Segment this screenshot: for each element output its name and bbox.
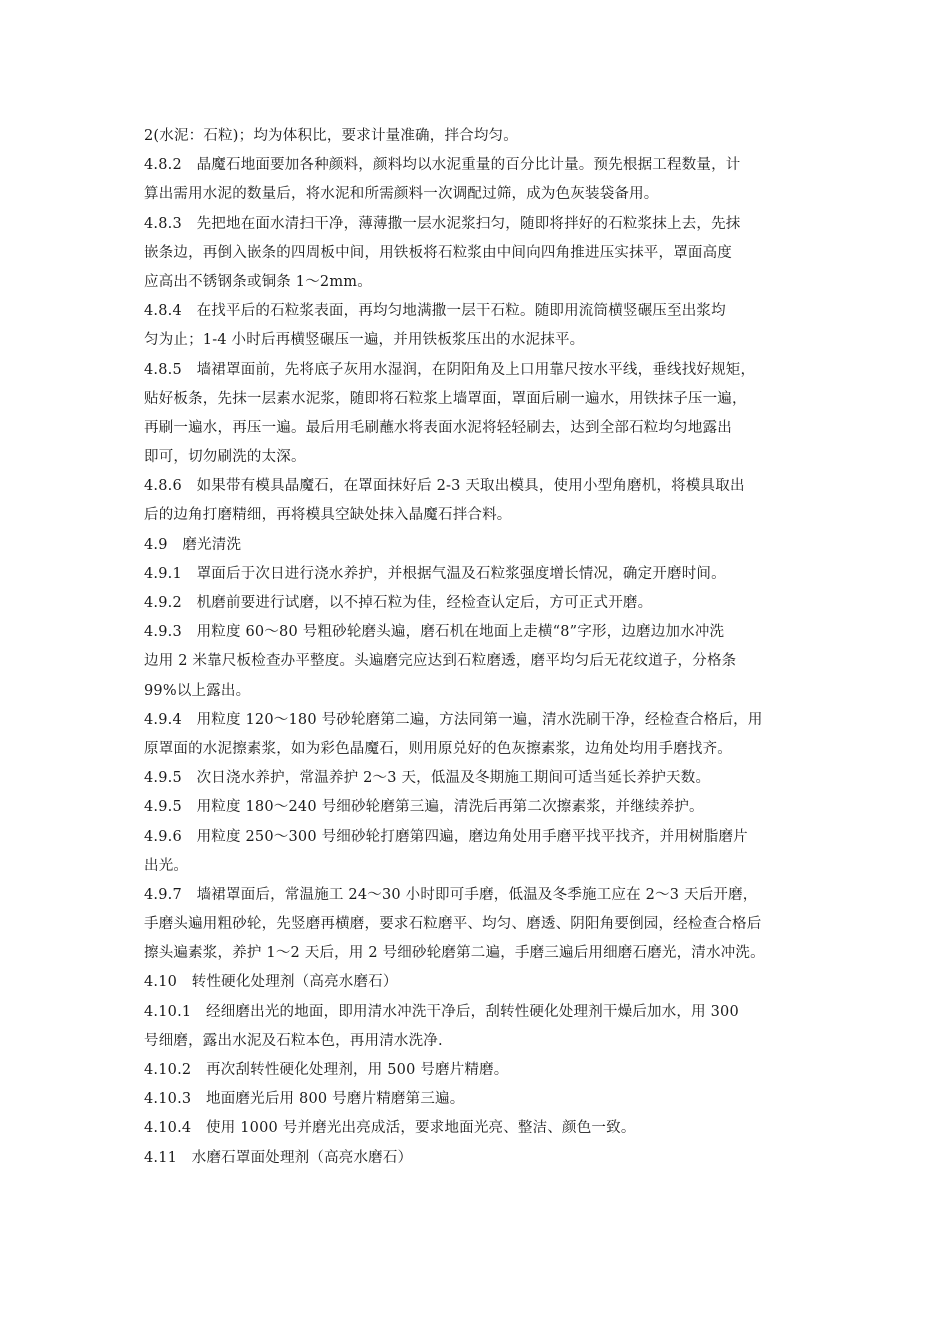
text-line: 原罩面的水泥擦素浆，如为彩色晶魔石，则用原兑好的色灰擦素浆，边角处均用手磨找齐。 xyxy=(144,740,732,757)
text-line: 4.10.2 再次刮转性硬化处理剂，用 500 号磨片精磨。 xyxy=(144,1062,509,1078)
text-line: 4.8.5 墙裙罩面前，先将底子灰用水湿润，在阴阳角及上口用靠尺按水平线，垂线找好规矩， xyxy=(144,361,756,378)
text-line: 4.8.4 在找平后的石粒浆表面，再均匀地满撒一层干石粒。随即用流筒横竖碾压至出浆均 xyxy=(144,303,726,320)
text-line: 2(水泥：石粒)；均为体积比，要求计量准确，拌合均匀。 xyxy=(144,128,518,144)
text-line: 4.9.6 用粒度 250～300 号细砂轮打磨第四遍，磨边角处用手磨平找平找齐，并用树脂磨片 xyxy=(144,828,748,845)
text-line: 4.9.4 用粒度 120～180 号砂轮磨第二遍，方法同第一遍，清水洗刷干净，经检查合格后，用 xyxy=(144,711,763,728)
text-line: 即可，切勿刷洗的太深。 xyxy=(144,449,306,466)
text-line: 4.8.3 先把地在面水清扫干净，薄薄撒一层水泥浆扫匀，随即将拌好的石粒浆抹上去，先抹 xyxy=(144,215,741,232)
text-line: 再刷一遍水，再压一遍。最后用毛刷蘸水将表面水泥将轻轻刷去，达到全部石粒均匀地露出 xyxy=(144,419,732,436)
section-heading: 4.11 水磨石罩面处理剂（高亮水磨石） xyxy=(144,1149,413,1166)
text-line: 号细磨，露出水泥及石粒本色，再用清水洗净. xyxy=(144,1032,443,1049)
section-heading: 4.10 转性硬化处理剂（高亮水磨石） xyxy=(144,974,398,991)
text-line: 4.9.3 用粒度 60～80 号粗砂轮磨头遍，磨石机在地面上走横“8”字形，边磨边加水冲洗 xyxy=(144,624,725,641)
text-line: 4.10.3 地面磨光后用 800 号磨片精磨第三遍。 xyxy=(144,1091,465,1108)
text-line: 贴好板条，先抹一层素水泥浆，随即将石粒浆上墙罩面，罩面后刷一遍水，用铁抹子压一遍， xyxy=(144,390,747,407)
text-line: 算出需用水泥的数量后，将水泥和所需颜料一次调配过筛，成为色灰装袋备用。 xyxy=(144,186,659,203)
section-heading: 4.9 磨光清洗 xyxy=(144,536,242,553)
text-line: 4.10.4 使用 1000 号并磨光出亮成活，要求地面光亮、整洁、颜色一致。 xyxy=(144,1120,636,1137)
document-body xyxy=(144,122,809,1173)
text-line: 4.10.1 经细磨出光的地面，即用清水冲洗干净后，刮转性硬化处理剂干燥后加水，用 300 xyxy=(144,1003,739,1020)
text-line: 嵌条边，再倒入嵌条的四周板中间，用铁板将石粒浆由中间向四角推进压实抹平，罩面高度 xyxy=(144,244,732,261)
text-line: 4.9.5 次日浇水养护，常温养护 2～3 天，低温及冬期施工期间可适当延长养护天数。 xyxy=(144,770,711,787)
text-line: 4.8.2 晶魔石地面要加各种颜料，颜料均以水泥重量的百分比计量。预先根据工程数量，计 xyxy=(144,157,741,174)
text-line: 99%以上露出。 xyxy=(144,682,251,699)
text-line: 4.9.2 机磨前要进行试磨，以不掉石粒为佳，经检查认定后，方可正式开磨。 xyxy=(144,595,653,611)
text-line: 手磨头遍用粗砂轮，先竖磨再横磨，要求石粒磨平、均匀、磨透、阴阳角要倒园，经检查合格后 xyxy=(144,916,762,933)
text-line: 出光。 xyxy=(144,857,189,874)
text-line: 4.9.1 罩面后于次日进行浇水养护，并根据气温及石粒浆强度增长情况，确定开磨时间。 xyxy=(144,565,726,582)
text-line: 后的边角打磨精细，再将模具空缺处抹入晶魔石拌合料。 xyxy=(144,507,512,524)
text-line: 4.9.5 用粒度 180～240 号细砂轮磨第三遍，清洗后再第二次擦素浆，并继续养护。 xyxy=(144,799,704,816)
text-line: 4.9.7 墙裙罩面后，常温施工 24～30 小时即可手磨，低温及冬季施工应在 2～3 天后开磨， xyxy=(144,886,758,903)
text-line: 擦头遍素浆，养护 1～2 天后，用 2 号细砂轮磨第二遍，手磨三遍后用细磨石磨光，清水冲洗。 xyxy=(144,945,765,962)
text-line: 边用 2 米靠尺板检查办平整度。头遍磨完应达到石粒磨透，磨平均匀后无花纹道子，分格条 xyxy=(144,653,737,670)
text-line: 4.8.6 如果带有模具晶魔石，在罩面抹好后 2-3 天取出模具，使用小型角磨机，将模具取出 xyxy=(144,478,745,495)
text-line: 匀为止；1-4 小时后再横竖碾压一遍，并用铁板浆压出的水泥抹平。 xyxy=(144,332,585,349)
text-line: 应高出不锈钢条或铜条 1～2mm。 xyxy=(144,273,372,290)
